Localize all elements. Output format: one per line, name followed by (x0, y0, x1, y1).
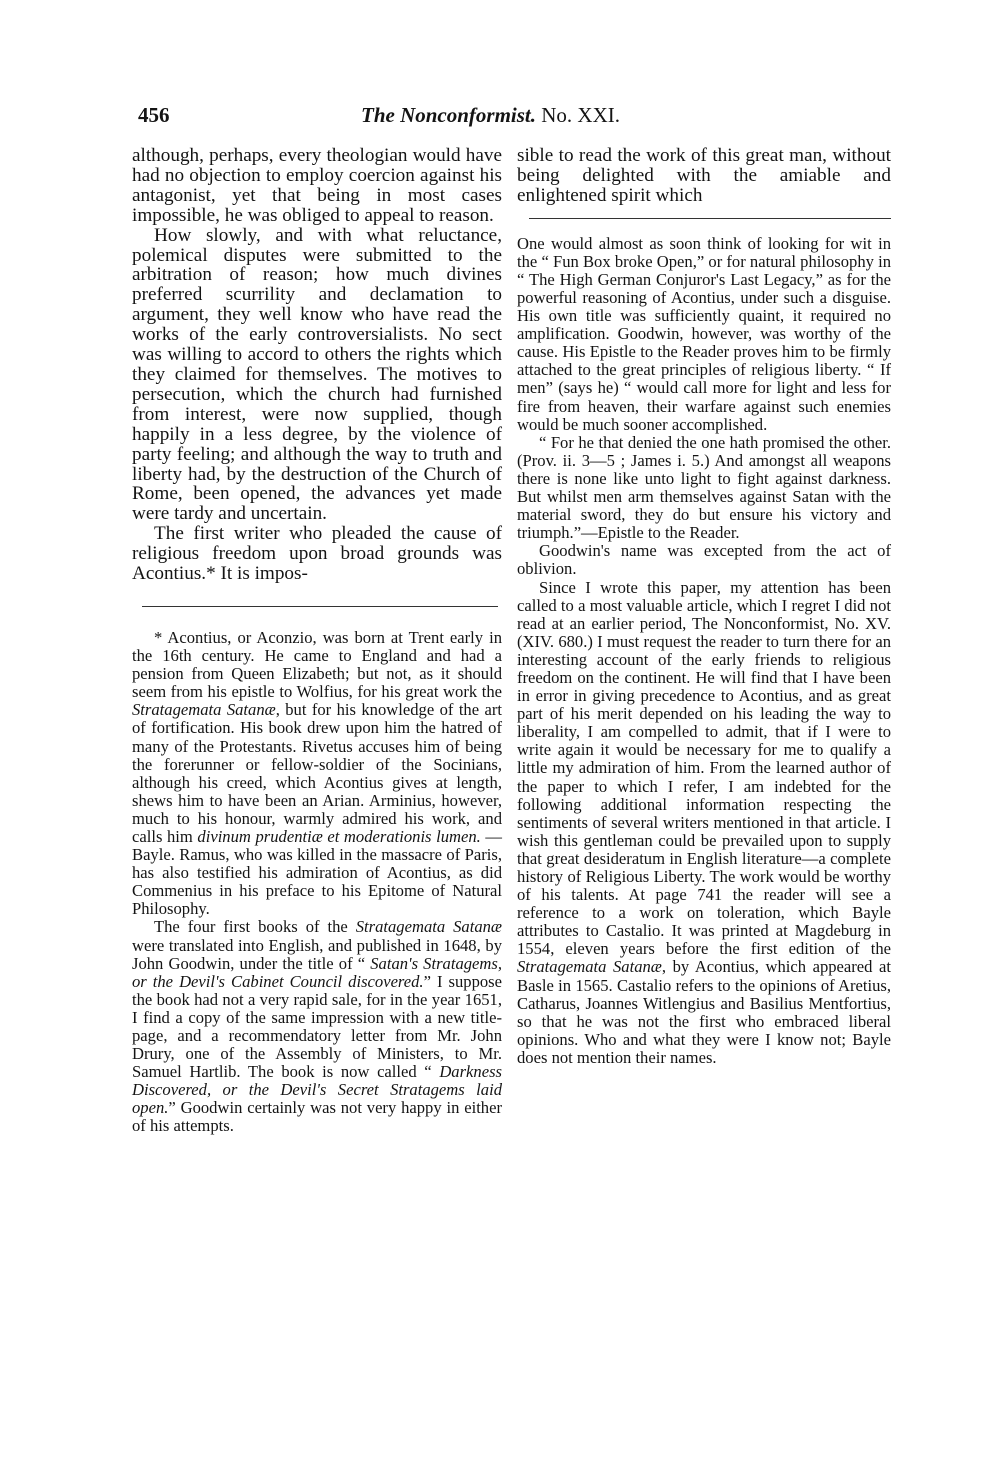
left-column (132, 146, 502, 1136)
footnote-text: , but for his knowledge of the art of fortification. His book drew upon him the hatred of many of the Protestants. Rivetus accuses him of being the forerunner or fellow-soldier of the Socinians, although his creed, which Acontius gives at length, shews him to have been an Arian. Arminius, however, much to his honour, warmly admired his work, and calls him (132, 700, 503, 846)
italic-title: Stratagemata Satanæ (355, 917, 502, 937)
journal-title: The Nonconformist. (361, 103, 537, 127)
paragraph: sible to read the work of this great man, without being delighted with the amiable and enlightened spirit which (517, 145, 891, 206)
page-number: 456 (138, 103, 170, 127)
footnote (132, 629, 502, 919)
issue-number: No. XXI. (541, 103, 621, 127)
footnote-text: —Bayle. Ramus, who was killed in the massacre of Paris, has also testified his admiration of Acontius, as did Commenius in his preface to his Epitome of Natural Philosophy. (132, 826, 502, 919)
footnote-paragraph: “ For he that denied the one hath promised the other. (Prov. ii. 3—5 ; James i. 5.) And amongst all weapons there is none like unto light to fight against darkness. But whilst men arm themselves against Satan with the material sword, they do but ensure his victory and triumph.”—Epistle to the Reader. (517, 432, 891, 543)
italic-title: Darkness Discovered, or the Devil's Secret Stratagems laid open. (132, 1062, 502, 1118)
footnote-text: The four first books of the (154, 917, 356, 937)
italic-title: Stratagemata Satanæ (132, 700, 276, 720)
footnote-continuation: One would almost as soon think of looking for wit in the “ Fun Box broke Open,” or for natural philosophy in “ The High German Conjuror's Last Legacy,” as for the powerful reasoning of Acontius, under such a disguise. His own title was sufficiently quaint, it required no amplification. Goodwin, however, was worthy of the cause. His Epistle to the Reader proves him to be firmly attached to the great principles of religious liberty. “ If men” (says he) “ would call more for light and less for fire from heaven, their warfare against such enemies would be much sooner accomplished. (517, 233, 891, 434)
latin-quote: divinum prudentiæ et moderationis lumen. (197, 826, 481, 846)
italic-title: Stratagemata Satanæ (517, 957, 662, 977)
footnote-text: ” I suppose the book had not a very rapid sale, for in the year 1651, I find a copy of the same impression with a new title-page, and a recommendatory letter from Mr. John Drury, one of the Assembly of Ministers, to Mr. Samuel Hartlib. The book is now called “ (132, 971, 502, 1082)
footnote-paragraph: Goodwin's name was excepted from the act of oblivion. (517, 541, 891, 579)
footnote-divider (142, 606, 498, 607)
running-header (138, 103, 894, 137)
italic-title: Satan's Stratagems, or the Devil's Cabinet Council discovered. (132, 953, 502, 991)
footnote-divider (529, 218, 891, 219)
right-column (517, 146, 891, 1067)
footnote-paragraph (517, 579, 891, 1068)
paragraph: although, perhaps, every theologian would have had no objection to employ coercion against his antagonist, yet that being in most cases impossible, he was obliged to appeal to reason. (132, 145, 502, 226)
paragraph: The first writer who pleaded the cause of religious freedom upon broad grounds was Acontius.* It is impos- (132, 523, 502, 585)
footnote-text: , by Acontius, which appeared at Basle in 1565. Castalio refers to the opinions of Aretius, Catharus, Joannes Witlengius and Basilius Mentfortius, so that he was not the first who embraced liberal opinions. Who and what they were I know not; Bayle does not mention their names. (517, 957, 891, 1067)
footnote-text: were translated into English, and published in 1648, by John Goodwin, under the title of “ (132, 935, 502, 973)
paragraph: How slowly, and with what reluctance, polemical disputes were submitted to the arbitration of reason; how much divines preferred scurrility and declamation to argument, they well know who have read the works of the early controversialists. No sect was willing to accord to others the rights which they claimed for themselves. The motives to persecution, which the church had furnished from interest, were now supplied, though happily in a less degree, by the violence of party feeling; and although the way to truth and liberty had, by the destruction of the Church of Rome, been opened, the advances yet made were tardy and uncertain. (132, 224, 502, 525)
footnote-continuation (132, 918, 502, 1135)
footnote-text: ” Goodwin certainly was not very happy in either of his attempts. (132, 1098, 502, 1136)
footnote-text: * Acontius, or Aconzio, was born at Trent early in the 16th century. He came to England and had a pension from Queen Elizabeth; but not, as it should seem from his epistle to Wolfius, for his great work the (132, 627, 502, 702)
footnote-text: Since I wrote this paper, my attention has been called to a most valuable article, which I regret I did not read at an earlier period, The Nonconformist, No. XV. (XIV. 680.) I must request the reader to turn there for an interesting account of the early friends to religious freedom on the continent. He will find that I have been in error in giving precedence to Acontius, and as great part of his merit depended on his leading the way to liberality, I am compelled to admit, that if I were to write again it would be necessary for me to qualify a little my admiration of him. From the learned author of the paper to which I refer, I am indebted for the following additional information respecting the sentiments of several writers mentioned in that article. I wish this gentleman could be prevailed upon to supply that great desideratum in English literature—a complete history of Religious Liberty. The work would be worthy of his talents. At page 741 the reader will see a reference to a work on toleration, which Bayle attributes to Castalio. It was printed at Magdeburg in 1554, eleven years before the first edition of the (517, 577, 891, 959)
running-title (361, 103, 620, 128)
